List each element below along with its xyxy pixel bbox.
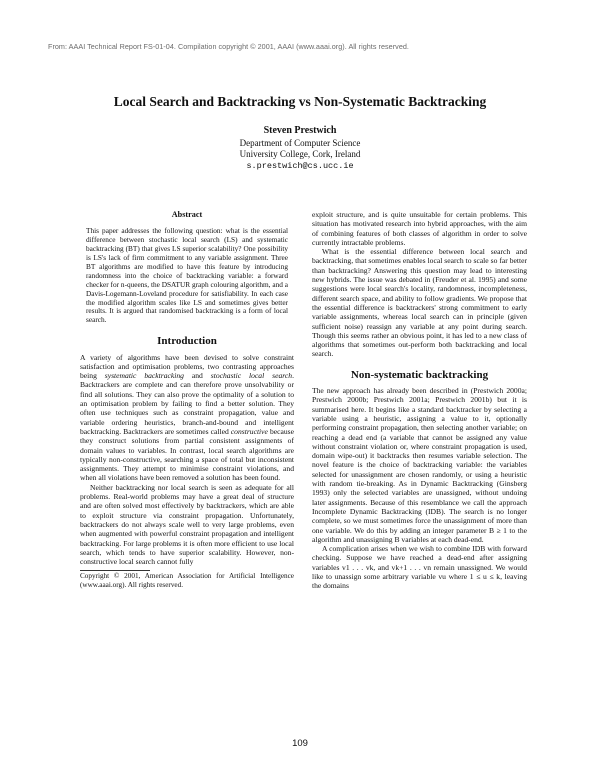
page-number: 109 [292, 738, 308, 749]
paper-title: Local Search and Backtracking vs Non-Systematic Backtracking [113, 94, 487, 109]
introduction-heading: Introduction [157, 335, 217, 348]
nonsystematic-heading: Non-systematic backtracking [350, 368, 489, 381]
left-column [80, 210, 294, 590]
intro-paragraph-3: exploit structure, and is quite unsuitable for certain problems. This situation has motivated research into hybrid approaches, with the aim of combining features of both classes of algorithm in order to solve currently intractable problems. [312, 210, 527, 247]
right-column [312, 210, 527, 591]
author-department: Department of Computer Science [239, 137, 361, 148]
nonsys-paragraph-1: The new approach has already been described in (Prestwich 2000a; Prestwich 2000b; Prestwich 2001a; Prestwich 2001b) but it is summarised here. It begins like a standard backtracker by selecting a variable using a heuristic, assigning a value to it, optionally performing constraint propagation, then selecting another variable; on reaching a dead end (a variable that cannot be assigned any value without constraint violation or, where constraint propagation is used, domain wipe-out) it backtracks then resumes variable selection. The novel feature is the choice of backtracking variable: the variables selected for unassignment are chosen randomly, or using a heuristic with random tie-breaking. As in Dynamic Backtracking (Ginsberg 1993) only the selected variables are unassigned, without undoing later assignments. Because of this resemblance we call the approach Incomplete Dynamic Backtracking (IDB). The search is no longer complete, so we must sometimes force the unassignment of more than one variable. We do this by adding an integer parameter B ≥ 1 to the algorithm and unassigning B variables at each dead-end. [312, 386, 527, 544]
intro-paragraph-2: Neither backtracking nor local search is seen as adequate for all problems. Real-world problems may have a great deal of structure and are often solved most effectively by backtrackers, which are able to exploit structure via constraint propagation. Unfortunately, backtrackers do not always scale well to very large problems, even when augmented with powerful constraint propagation and intelligent backtracking. For large problems it is often more efficient to use local search, which tends to have superior scalability. However, non-constructive local search cannot fully [80, 482, 294, 567]
abstract-text: This paper addresses the following question: what is the essential difference between stochastic local search (LS) and systematic backtracking (BT) that gives LS superior scalability? One possibility is LS's lack of firm commitment to any variable assignment. Three BT algorithms are modified to have this feature by introducing randomness into the choice of backtracking variable: a forward checker for n-queens, the DSATUR graph colouring algorithm, and a Davis-Logemann-Loveland procedure for satisfiability. In each case the modified algorithm scales like LS and sometimes gives better results. It is argued that randomised backtracking is a form of local search. [86, 226, 288, 325]
author-block [0, 125, 600, 172]
nonsys-paragraph-2: A complication arises when we wish to combine IDB with forward checking. Suppose we have reached a dead-end after assigning variables v1 . . . vk, and vk+1 . . . vn remain unassigned. We would like to unassign some arbitrary variable vu where 1 ≤ u ≤ k, leaving the domains [312, 544, 527, 591]
author-email: s.prestwich@cs.ucc.ie [246, 160, 354, 171]
source-line: From: AAAI Technical Report FS-01-04. Compilation copyright © 2001, AAAI (www.aaai.org). All rights reserved. [48, 42, 409, 51]
copyright-notice: Copyright © 2001, American Association for Artificial Intelligence (www.aaai.org). All rights reserved. [80, 572, 294, 590]
copyright-rule [80, 570, 150, 571]
intro-paragraph-1: A variety of algorithms have been devised to solve constraint satisfaction and optimisation problems, two contrasting approaches being systematic backtracking and stochastic local search. Backtrackers are complete and can therefore prove unsolvability or find all solutions. They can also prove the optimality of a solution to an optimisation problem by failing to find a better solution. They often use techniques such as constraint propagation, value and variable ordering heuristics, branch-and-bound and intelligent backtracking. Backtrackers are sometimes called constructive because they construct solutions from partial consistent assignments of domain values to variables. In contrast, local search algorithms are typically non-constructive, searching a space of total but inconsistent assignments. They attempt to minimise constraint violations, and when all violations have been removed a solution has been found. [80, 352, 294, 483]
author-university: University College, Cork, Ireland [239, 149, 361, 159]
abstract-heading: Abstract [171, 210, 203, 219]
intro-paragraph-4: What is the essential difference between local search and backtracking, that sometimes enables local search to scale so far better than backtracking? Answering this question may lead to interesting new hybrids. The issue was debated in (Freuder et al. 1995) and some suggestions were local search's locality, randomness, incompleteness, different search space, and ability to follow gradients. We propose that the essential difference is backtrackers' strong commitment to early variable assignments, whereas local search can in principle (given sufficient noise) reassign any variable at any point during search. Though this seems rather an obvious point, it has led to a new class of algorithms that sometimes out-perform both backtracking and local search. [312, 247, 527, 359]
author-name: Steven Prestwich [263, 125, 337, 136]
